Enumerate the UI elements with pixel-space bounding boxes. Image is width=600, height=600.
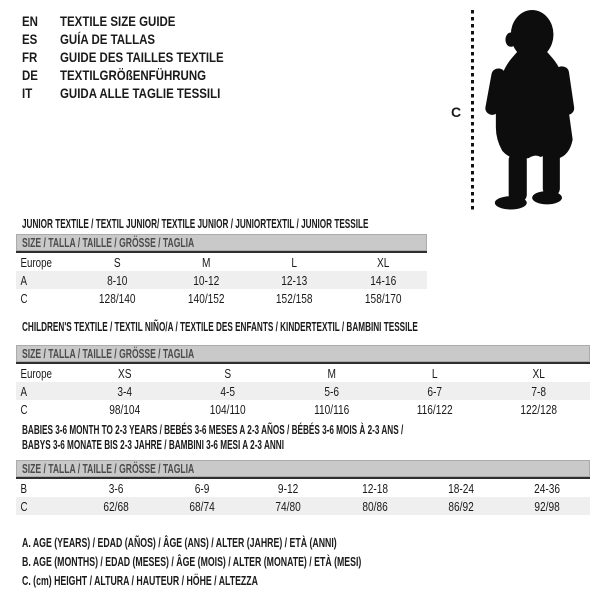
language-row <box>22 66 260 84</box>
height-measure-label: C <box>451 104 462 120</box>
size-cell: 6-9 <box>194 480 210 496</box>
language-code <box>22 49 60 65</box>
language-code <box>22 31 60 47</box>
footnote-a <box>22 536 507 555</box>
size-cell: M <box>201 254 210 270</box>
language-row <box>22 30 260 48</box>
language-row <box>22 48 260 66</box>
guide-title <box>60 67 238 83</box>
row-label: A <box>20 272 28 288</box>
size-cell: 128/140 <box>98 290 136 306</box>
size-cell: 6-7 <box>427 383 443 399</box>
size-cell: 8-10 <box>107 272 128 288</box>
section-title-text: CHILDREN'S TEXTILE / TEXTIL NIÑO/A / TEXTILE DES ENFANTS / KINDERTEXTIL / BAMBINI TESSILE <box>22 319 418 334</box>
size-cell: S <box>224 365 232 381</box>
section-title-text: BABYS 3-6 MONATE BIS 2-3 JAHRE / BAMBINI 3-6 MESI A 2-3 ANNI <box>22 437 284 452</box>
section-title-junior <box>22 216 572 231</box>
language-code-text: ES <box>22 31 38 47</box>
section-title-text: JUNIOR TEXTILE / TEXTIL JUNIOR/ TEXTILE JUNIOR / JUNIORTEXTIL / JUNIOR TESSILE <box>22 216 369 231</box>
language-code-text: IT <box>22 85 33 101</box>
size-cell: 14-16 <box>369 272 396 288</box>
size-header-label: SIZE / TALLA / TAILLE / GRÖSSE / TAGLIA <box>22 346 195 361</box>
language-code <box>22 13 60 29</box>
size-cell: XS <box>117 365 132 381</box>
guide-title <box>60 13 201 29</box>
row-label: Europe <box>20 365 52 381</box>
language-code <box>22 85 60 101</box>
size-cell: 152/158 <box>275 290 313 306</box>
table-row <box>16 400 590 418</box>
size-cell: S <box>113 254 121 270</box>
size-cell: 116/122 <box>416 401 453 417</box>
section-title-children <box>22 319 600 334</box>
language-title-block <box>22 12 260 102</box>
size-cell: 7-8 <box>530 383 546 399</box>
size-header-label: SIZE / TALLA / TAILLE / GRÖSSE / TAGLIA <box>22 461 195 476</box>
table-row <box>16 479 590 497</box>
babies-size-table <box>16 460 590 515</box>
size-cell: 10-12 <box>192 272 219 288</box>
guide-title-text: GUIDA ALLE TAGLIE TESSILI <box>60 85 221 101</box>
size-cell: 12-18 <box>361 480 388 496</box>
size-cell: 158/170 <box>364 290 402 306</box>
size-cell: 74/80 <box>275 498 302 514</box>
height-dotted-line <box>471 10 474 213</box>
size-cell: 3-6 <box>108 480 124 496</box>
size-header-label: SIZE / TALLA / TAILLE / GRÖSSE / TAGLIA <box>22 235 195 250</box>
guide-title-text: GUÍA DE TALLAS <box>60 31 156 47</box>
footnote-c <box>22 574 507 593</box>
size-cell: 92/98 <box>534 498 560 514</box>
footnote-b <box>22 555 507 574</box>
footnote-text: C. (cm) HEIGHT / ALTURA / HAUTEUR / HÖHE / ALTEZZA <box>22 574 258 588</box>
language-code-text: DE <box>22 67 38 83</box>
row-label: B <box>20 480 28 496</box>
table-row <box>16 382 590 400</box>
guide-title-text: TEXTILGRÖßENFÜHRUNG <box>60 67 207 83</box>
size-cell: 140/152 <box>187 290 225 306</box>
size-cell: 80/86 <box>361 498 388 514</box>
size-cell: L <box>291 254 298 270</box>
children-size-table <box>16 345 590 418</box>
table-rows <box>16 364 590 418</box>
table-row <box>16 497 590 515</box>
size-cell: XL <box>532 365 545 381</box>
size-cell: 62/68 <box>103 498 129 514</box>
guide-title-text: TEXTILE SIZE GUIDE <box>60 13 176 29</box>
size-header-bar <box>16 460 590 477</box>
table-row <box>16 364 590 382</box>
section-title-text: BABIES 3-6 MONTH TO 2-3 YEARS / BEBÉS 3-6 MESES A 2-3 AÑOS / BÉBÉS 3-6 MOIS À 2-3 ANS / <box>22 422 404 437</box>
size-cell: L <box>432 365 438 381</box>
size-cell: 9-12 <box>278 480 299 496</box>
row-label: A <box>20 383 28 399</box>
guide-title <box>60 85 255 101</box>
size-cell: 18-24 <box>447 480 474 496</box>
size-cell: 24-36 <box>533 480 560 496</box>
size-cell: 110/116 <box>313 401 350 417</box>
size-cell: 104/110 <box>210 401 247 417</box>
size-cell: XL <box>376 254 389 270</box>
language-code <box>22 67 60 83</box>
baby-silhouette <box>482 7 578 211</box>
section-title-babies-line1 <box>22 422 600 437</box>
size-header-bar <box>16 234 427 251</box>
size-cell: 12-13 <box>281 272 308 288</box>
table-row <box>16 253 427 271</box>
guide-title <box>60 31 176 47</box>
language-row <box>22 12 260 30</box>
footnotes <box>22 536 507 593</box>
junior-size-table <box>16 234 427 307</box>
size-cell: 68/74 <box>189 498 215 514</box>
table-rows <box>16 479 590 515</box>
guide-title <box>60 49 260 65</box>
row-label: C <box>20 401 28 417</box>
size-cell: 5-6 <box>324 383 339 399</box>
size-cell: 3-4 <box>117 383 133 399</box>
guide-title-text: GUIDE DES TAILLES TEXTILE <box>60 49 224 65</box>
size-header-bar <box>16 345 590 362</box>
table-row <box>16 271 427 289</box>
table-row <box>16 289 427 307</box>
language-code-text: FR <box>22 49 38 65</box>
footnote-text: B. AGE (MONTHS) / EDAD (MESES) / ÂGE (MOIS) / ALTER (MONATE) / ETÀ (MESI) <box>22 555 362 569</box>
size-cell: 4-5 <box>220 383 236 399</box>
section-title-babies-line2 <box>22 437 438 452</box>
row-label: C <box>20 290 28 306</box>
size-cell: M <box>327 365 336 381</box>
row-label: C <box>20 498 28 514</box>
size-cell: 122/128 <box>519 401 557 417</box>
table-rows <box>16 253 427 307</box>
language-row <box>22 84 260 102</box>
language-code-text: EN <box>22 13 38 29</box>
size-cell: 86/92 <box>448 498 474 514</box>
row-label: Europe <box>20 254 52 270</box>
footnote-text: A. AGE (YEARS) / EDAD (AÑOS) / ÂGE (ANS) / ALTER (JAHRE) / ETÀ (ANNI) <box>22 536 337 550</box>
size-cell: 98/104 <box>109 401 141 417</box>
